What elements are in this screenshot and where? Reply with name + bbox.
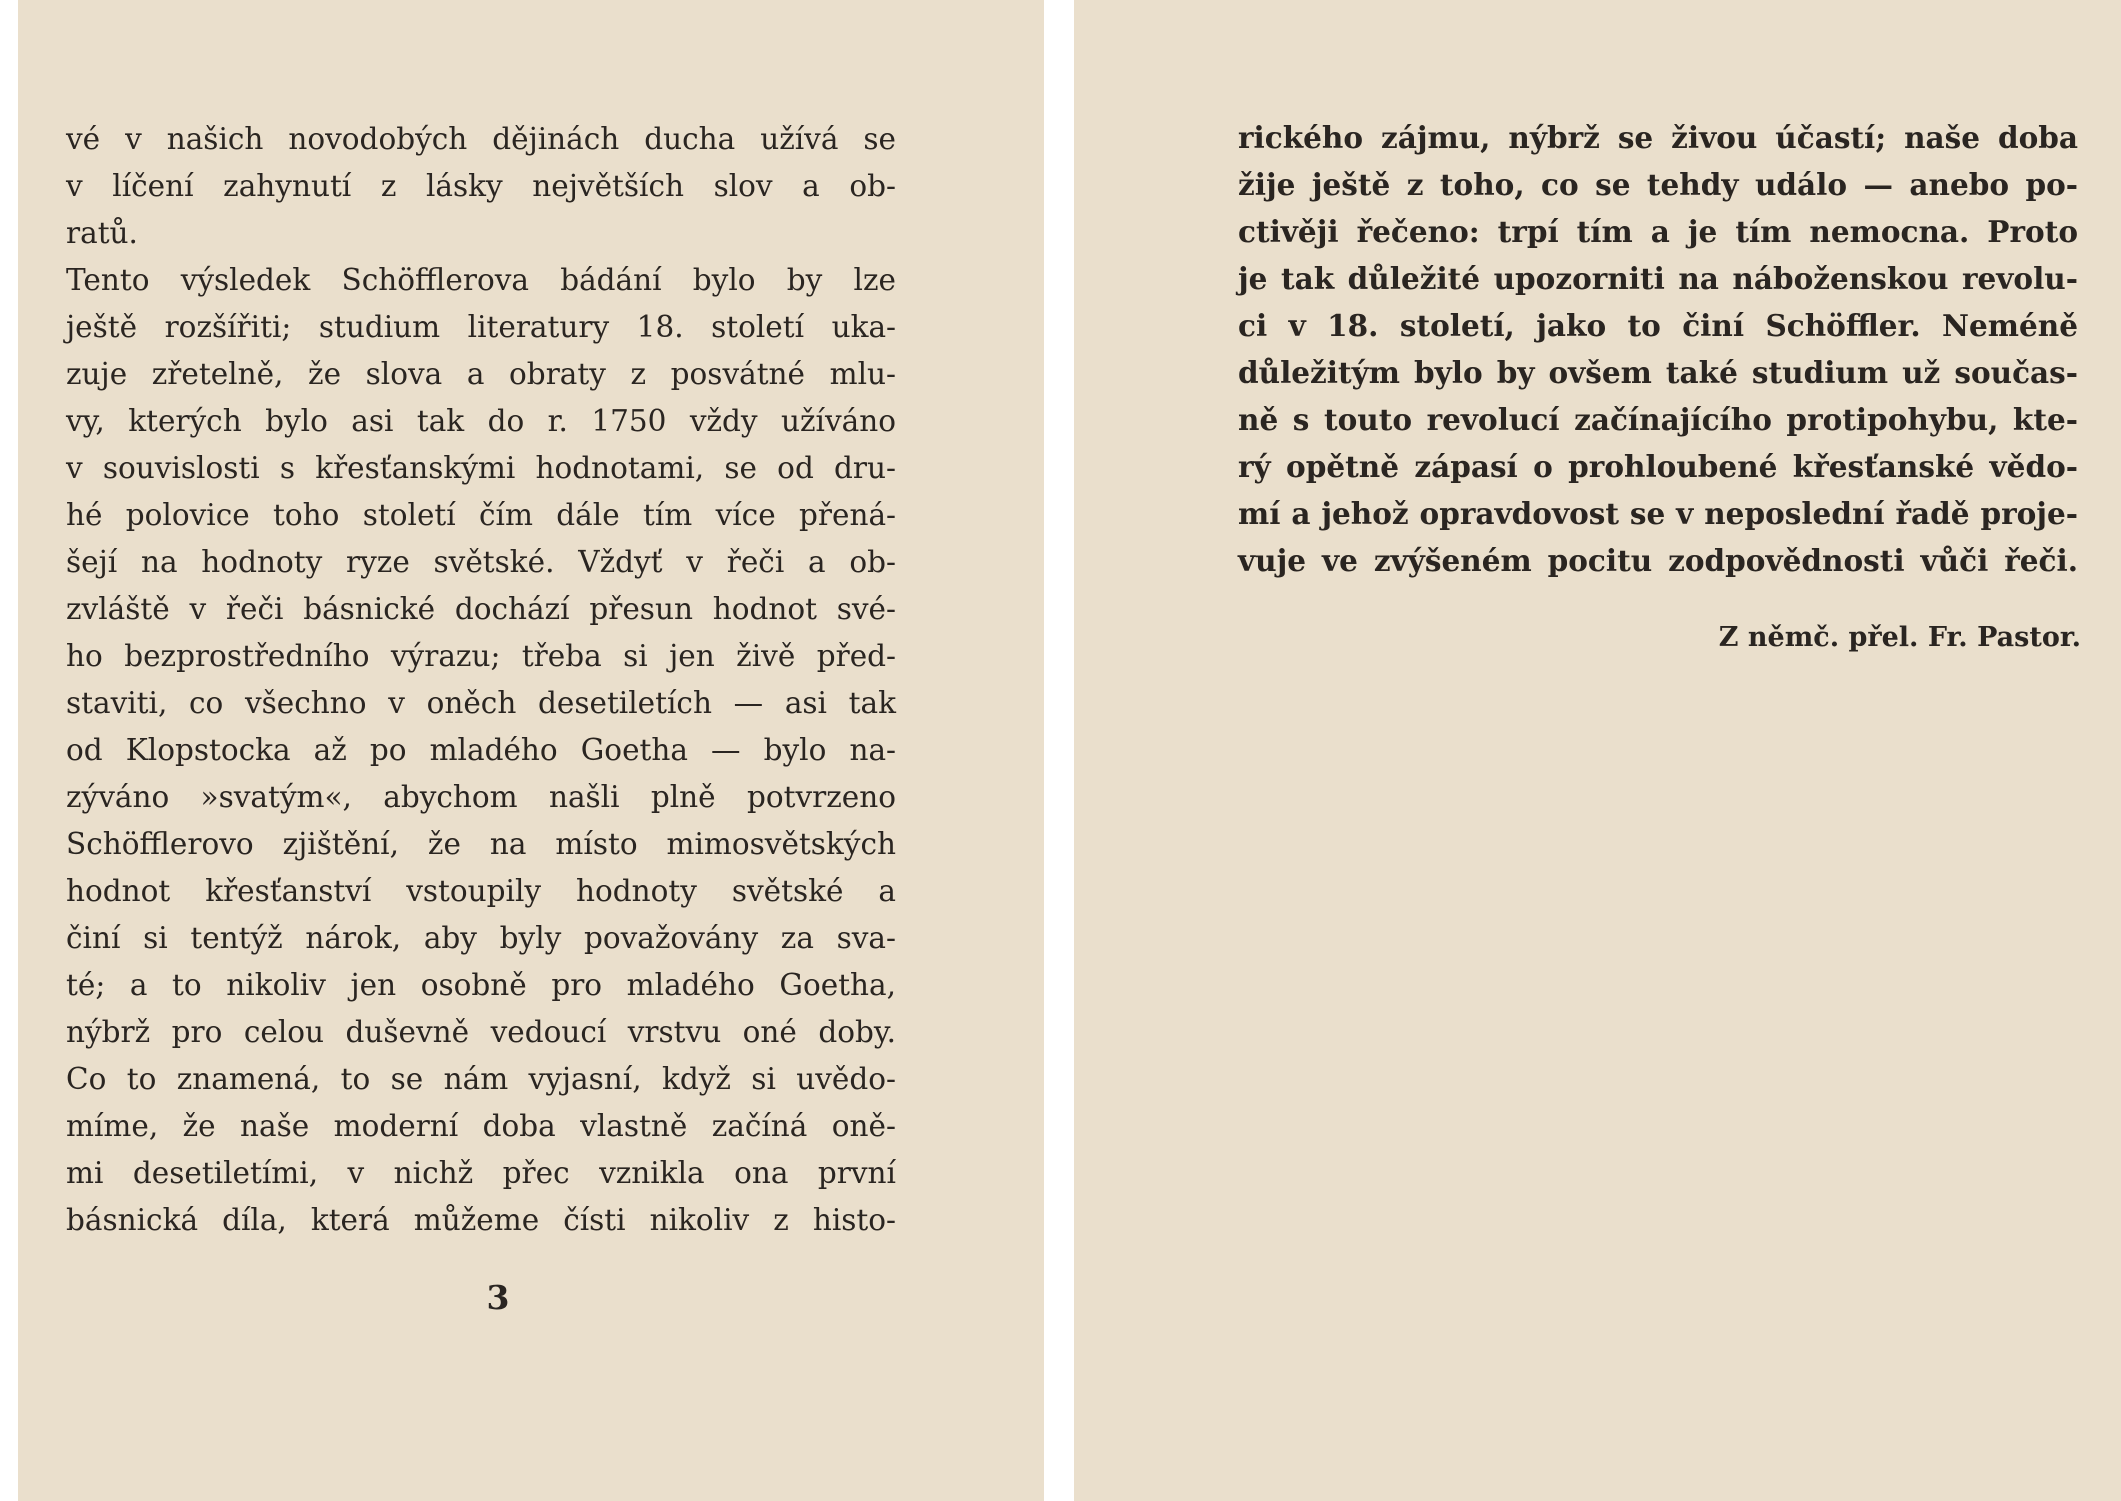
text-line: ně s touto revolucí začínajícího protipohybu, kte- [1238,402,2078,437]
text-line: Schöfflerovo zjištění, že na místo mimosvětských [66,827,896,861]
text-line: činí si tentýž nárok, aby byly považovány za sva- [66,921,896,955]
text-line: je tak důležité upozorniti na náboženskou revolu- [1238,261,2078,296]
text-line: v souvislosti s křesťanskými hodnotami, se od dru- [66,451,896,485]
text-line: vé v našich novodobých dějinách ducha užívá se [66,122,896,156]
text-line: zuje zřetelně, že slova a obraty z posvátné mlu- [66,357,896,391]
page-number: 3 [486,1278,510,1317]
text-line: té; a to nikoliv jen osobně pro mladého Goetha, [66,968,896,1002]
text-line: ještě rozšířiti; studium literatury 18. století uka- [66,310,896,344]
text-line: zýváno »svatým«, abychom našli plně potvrzeno [66,780,896,814]
text-line: v líčení zahynutí z lásky největších slov a ob- [66,169,896,203]
left-page [18,0,1044,1501]
text-line: mí a jehož opravdovost se v neposlední řadě proje- [1238,496,2078,531]
text-line: staviti, co všechno v oněch desetiletích — asi tak [66,686,896,720]
text-line: ho bezprostředního výrazu; třeba si jen živě před- [66,639,896,673]
left-page-text [66,116,896,1244]
text-line: nýbrž pro celou duševně vedoucí vrstvu oné doby. [66,1015,896,1049]
text-line: hodnot křesťanství vstoupily hodnoty světské a [66,874,896,908]
text-line: mi desetiletími, v nichž přec vznikla ona první [66,1156,896,1190]
text-line: ctivěji řečeno: trpí tím a je tím nemocna. Proto [1238,214,2078,249]
right-page-text [1238,114,2078,584]
text-line: rý opětně zápasí o prohloubené křesťanské vědo- [1238,449,2078,484]
text-line: básnická díla, která můžeme čísti nikoliv z histo- [66,1203,896,1237]
text-line: vy, kterých bylo asi tak do r. 1750 vždy užíváno [66,404,896,438]
translator-signature: Z němč. přel. Fr. Pastor. [1718,622,2081,653]
text-line: hé polovice toho století čím dále tím více přená- [66,498,896,532]
text-line: vuje ve zvýšeném pocitu zodpovědnosti vůči řeči. [1238,543,2078,578]
text-line: od Klopstocka až po mladého Goetha — bylo na- [66,733,896,767]
text-line: zvláště v řeči básnické dochází přesun hodnot své- [66,592,896,626]
text-line: rického zájmu, nýbrž se živou účastí; naše doba [1238,120,2078,155]
text-line: ratů. [66,216,138,250]
text-line: důležitým bylo by ovšem také studium už součas- [1238,355,2078,390]
text-line: Tento výsledek Schöfflerova bádání bylo by lze [66,263,896,297]
text-line: míme, že naše moderní doba vlastně začíná oně- [66,1109,896,1143]
right-page [1074,0,2121,1501]
text-line: žije ještě z toho, co se tehdy událo — anebo po- [1238,167,2078,202]
text-line: Co to znamená, to se nám vyjasní, když si uvědo- [66,1062,896,1096]
text-line: šejí na hodnoty ryze světské. Vždyť v řeči a ob- [66,545,896,579]
text-line: ci v 18. století, jako to činí Schöffler. Neméně [1238,308,2078,343]
